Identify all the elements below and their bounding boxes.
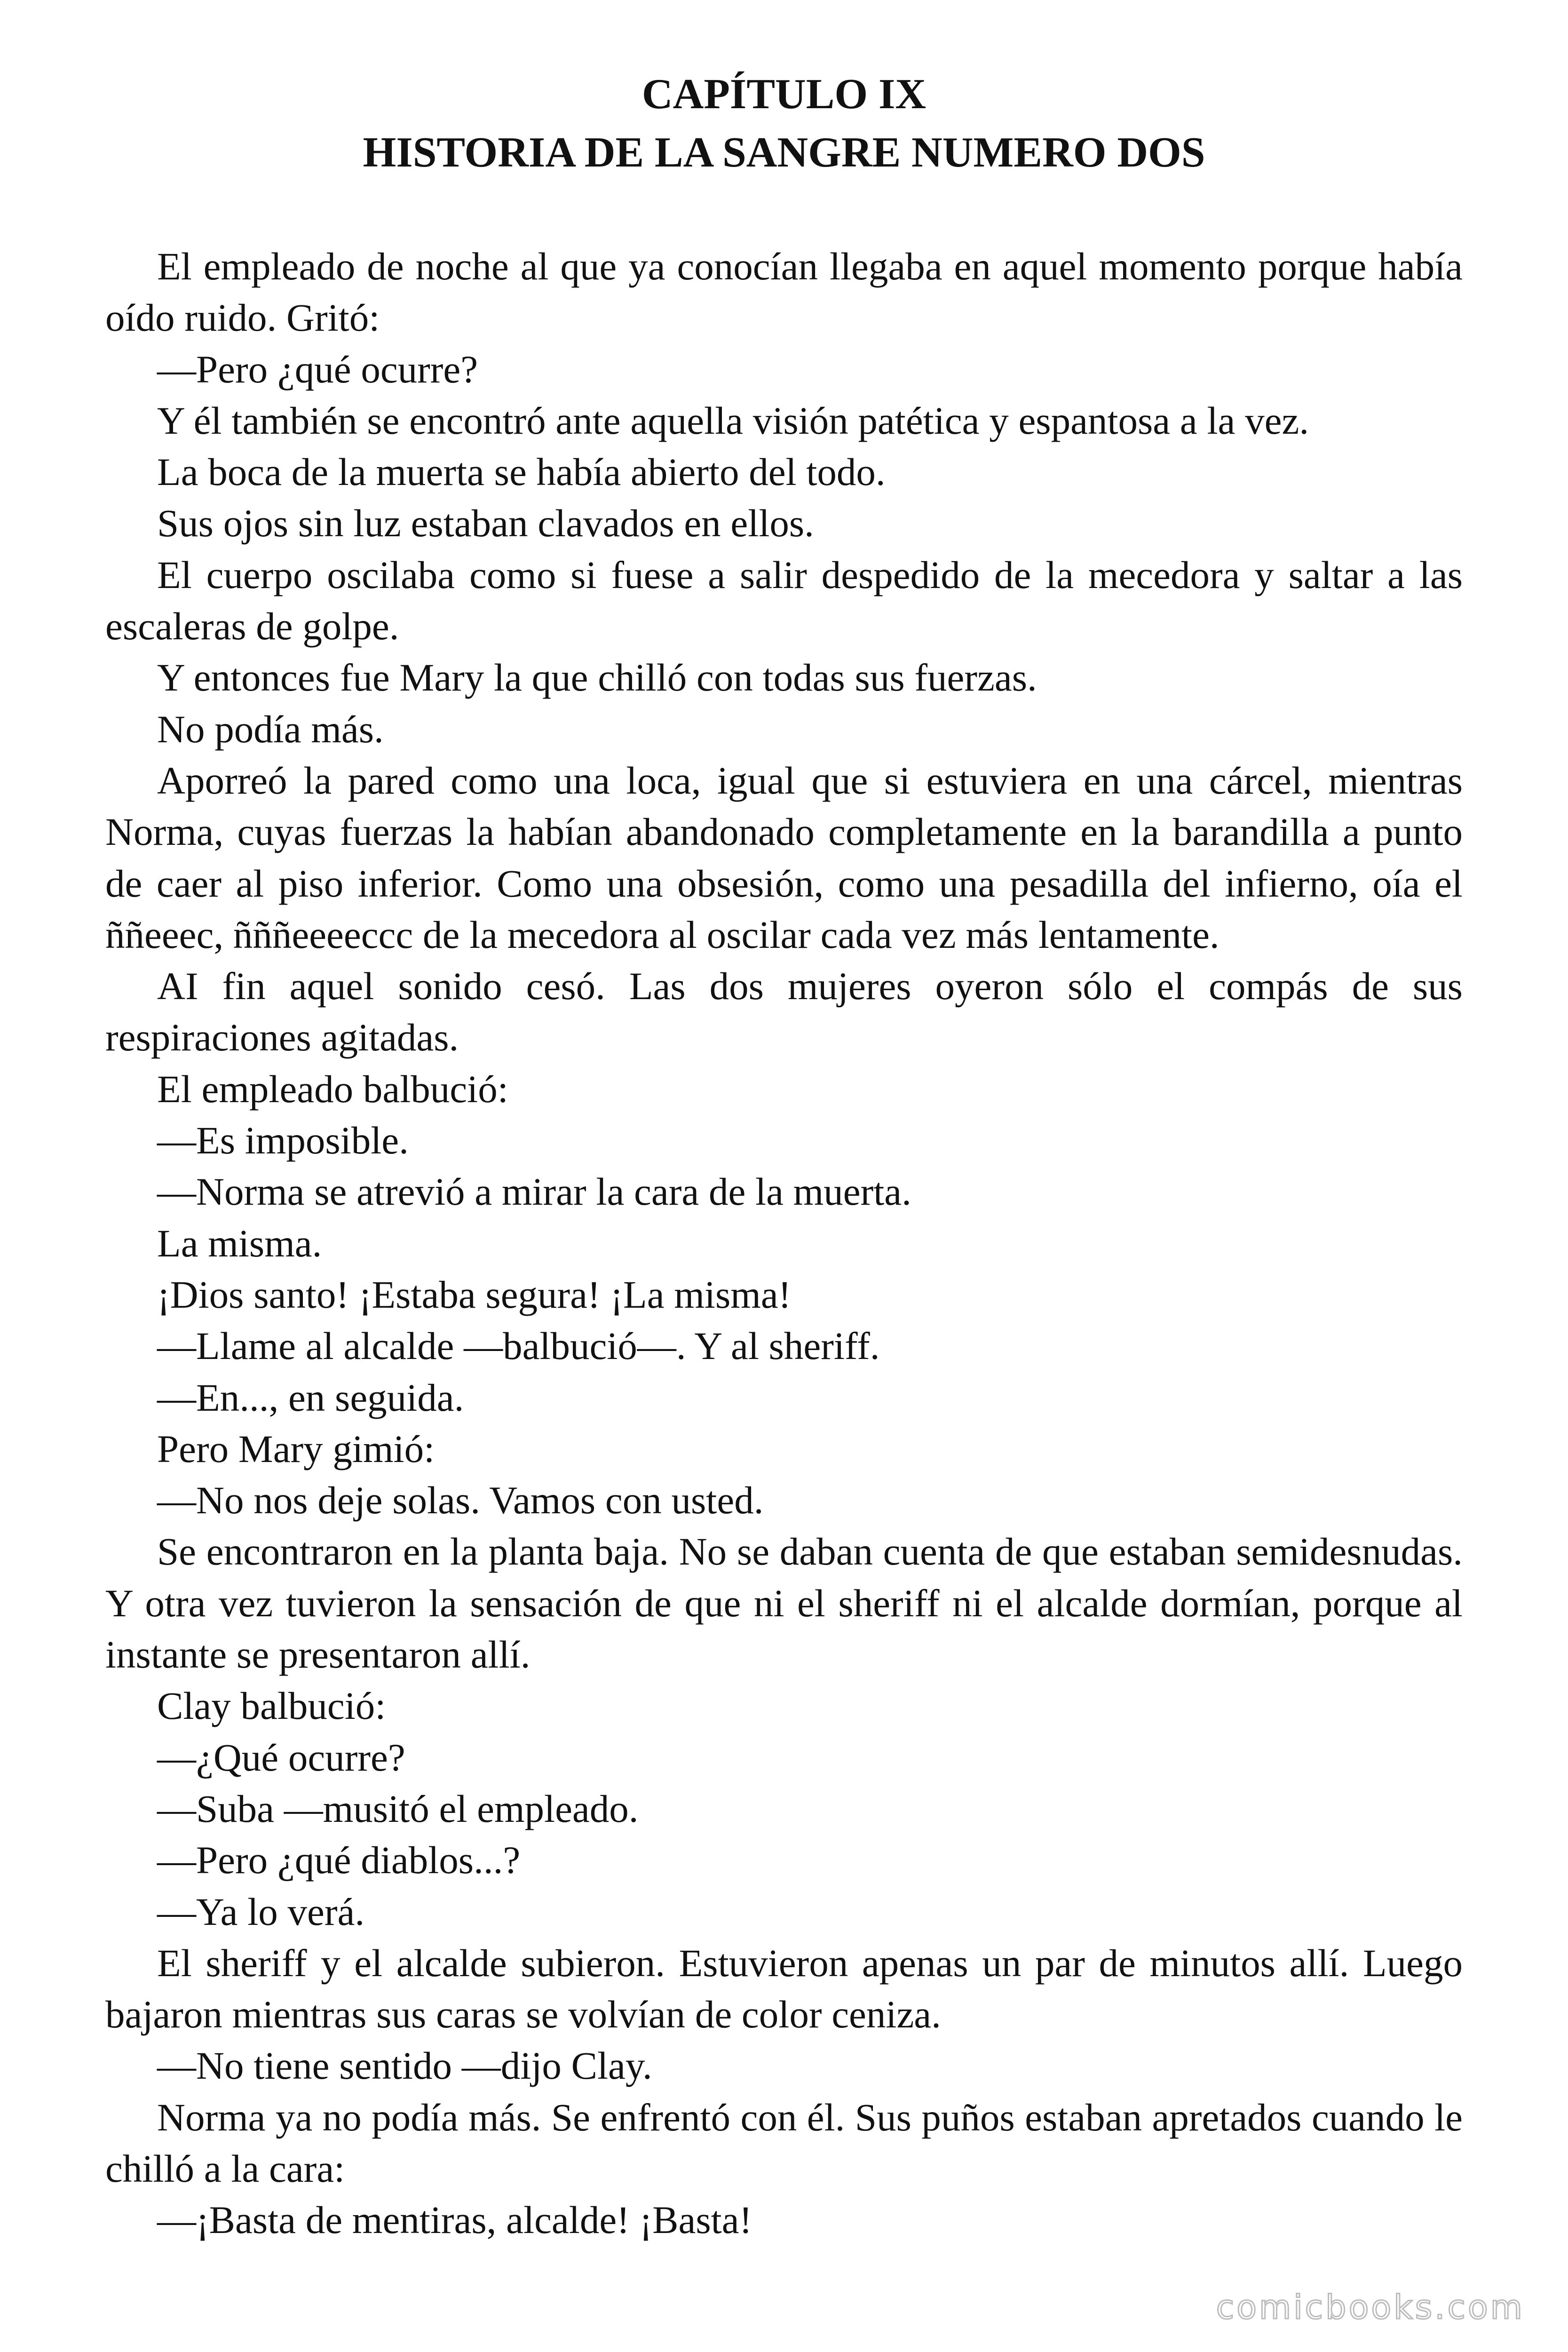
paragraph: —Norma se atrevió a mirar la cara de la muerta. (157, 1170, 911, 1214)
chapter-header (0, 65, 1568, 182)
paragraph: —Pero ¿qué diablos...? (157, 1838, 521, 1882)
paragraph: —Es imposible. (157, 1119, 409, 1162)
paragraph: Y él también se encontró ante aquella visión patética y espantosa a la vez. (157, 398, 1309, 442)
paragraph: La boca de la muerta se había abierto del todo. (157, 450, 886, 494)
paragraph: El empleado de noche al que ya conocían llegaba en aquel momento porque había oído ruido. Gritó: (105, 245, 1463, 340)
paragraph: La misma. (157, 1221, 322, 1265)
paragraph: Clay balbució: (157, 1684, 386, 1728)
watermark: comicbooks.com (1216, 2288, 1525, 2327)
paragraph: Aporreó la pared como una loca, igual que si estuviera en una cárcel, mientras Norma, cuyas fuerzas la habían abandonado completamente en la barandilla a punto de caer al piso inferior. Como una obsesión, como una pesadilla del infierno, oía el ññeeec, ñññeeeeccc de la mecedora al oscilar cada vez más lentamente. (105, 758, 1463, 956)
paragraph: El empleado balbució: (157, 1067, 508, 1111)
paragraph: Norma ya no podía más. Se enfrentó con él. Sus puños estaban apretados cuando le chilló a la cara: (105, 2095, 1463, 2190)
paragraph: El cuerpo oscilaba como si fuese a salir despedido de la mecedora y saltar a las escaleras de golpe. (105, 553, 1463, 648)
paragraph: —No tiene sentido —dijo Clay. (157, 2044, 652, 2088)
paragraph: —Llame al alcalde —balbució—. Y al sheriff. (157, 1324, 880, 1368)
chapter-number: CAPÍTULO IX (641, 70, 927, 118)
paragraph: Sus ojos sin luz estaban clavados en ellos. (157, 501, 814, 545)
paragraph: —En..., en seguida. (157, 1375, 464, 1419)
paragraph: Pero Mary gimió: (157, 1427, 435, 1470)
chapter-body (105, 241, 1463, 2246)
chapter-title: HISTORIA DE LA SANGRE NUMERO DOS (363, 128, 1205, 176)
paragraph: ¡Dios santo! ¡Estaba segura! ¡La misma! (157, 1272, 792, 1316)
paragraph: No podía más. (157, 707, 384, 751)
paragraph: AI fin aquel sonido cesó. Las dos mujeres oyeron sólo el compás de sus respiraciones agitadas. (105, 964, 1463, 1059)
paragraph: El sheriff y el alcalde subieron. Estuvieron apenas un par de minutos allí. Luego bajaron mientras sus caras se volvían de color ceniza. (105, 1941, 1463, 2036)
paragraph: Y entonces fue Mary la que chilló con todas sus fuerzas. (157, 656, 1037, 699)
paragraph: —¿Qué ocurre? (157, 1735, 405, 1779)
paragraph: —¡Basta de mentiras, alcalde! ¡Basta! (157, 2198, 752, 2242)
paragraph: Se encontraron en la planta baja. No se daban cuenta de que estaban semidesnudas. Y otra vez tuvieron la sensación de que ni el sheriff ni el alcalde dormían, porque al instante se presentaron allí. (105, 1530, 1463, 1677)
paragraph: —No nos deje solas. Vamos con usted. (157, 1478, 764, 1522)
paragraph: —Suba —musitó el empleado. (157, 1787, 639, 1830)
paragraph: —Ya lo verá. (157, 1890, 365, 1933)
paragraph: —Pero ¿qué ocurre? (157, 347, 478, 391)
